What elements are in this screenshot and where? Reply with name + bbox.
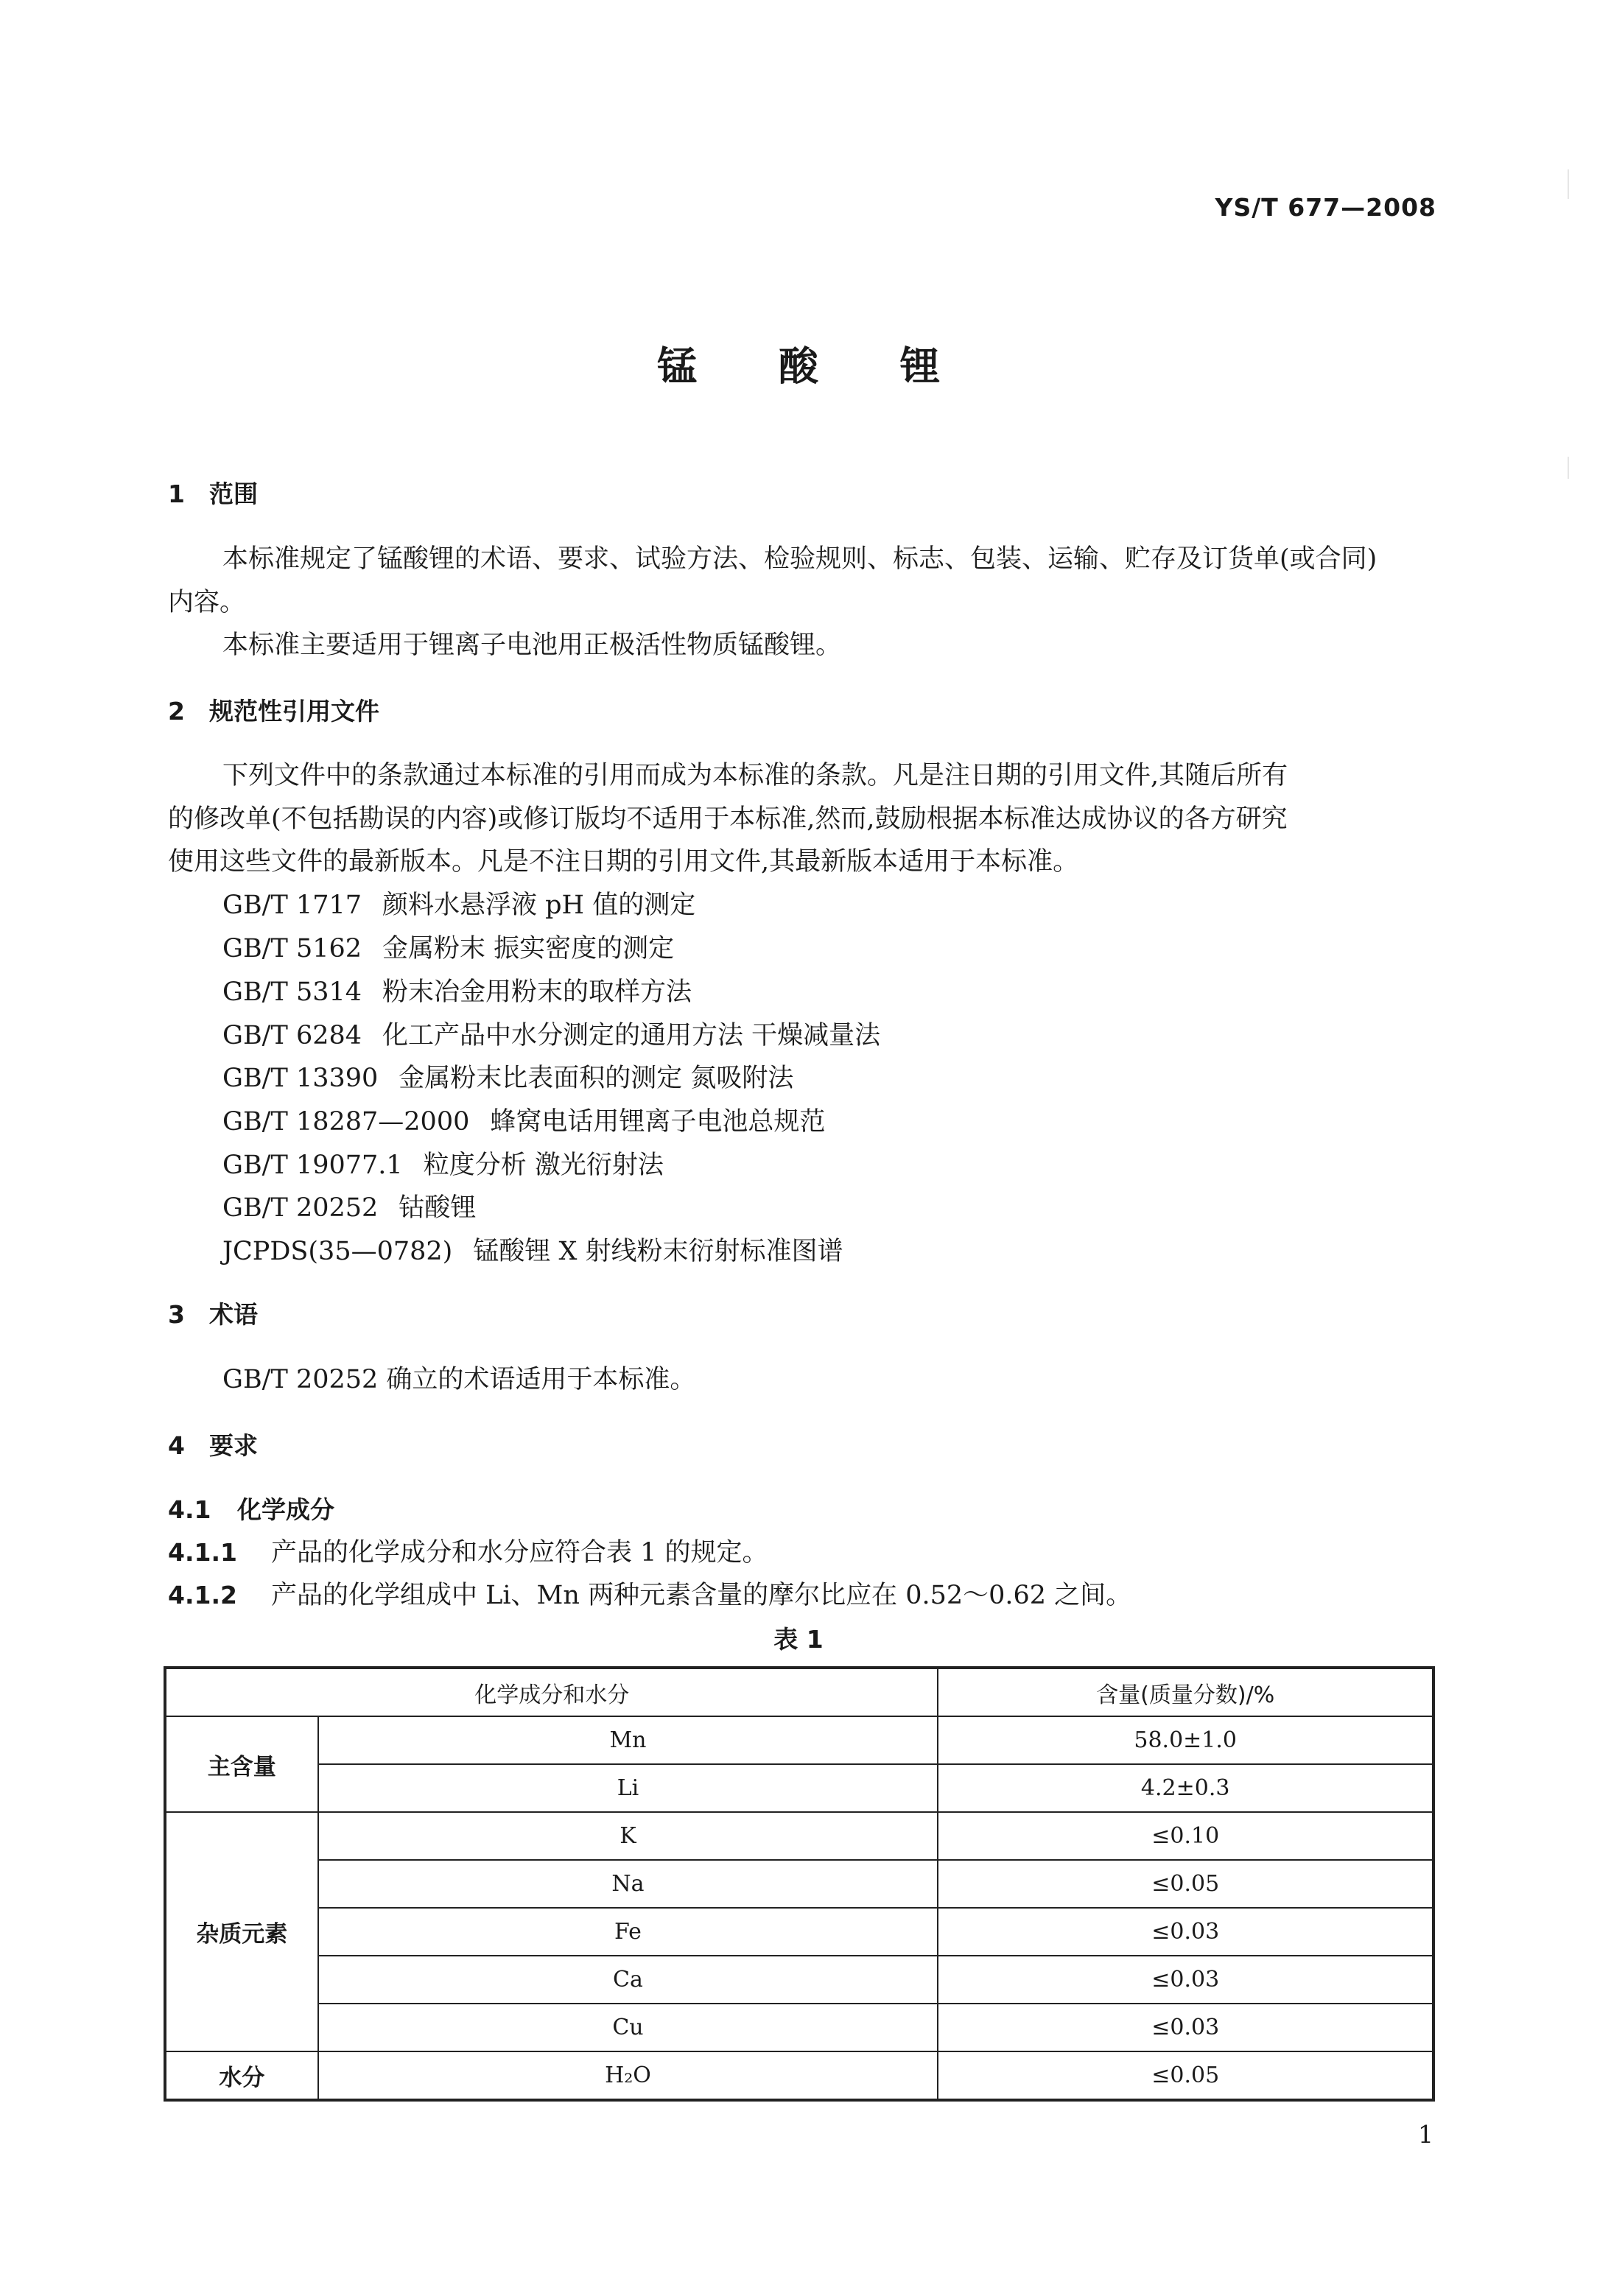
value-cell: 58.0±1.0 (938, 1716, 1433, 1764)
table-row (165, 1860, 1433, 1908)
group-water: 水分 (165, 2051, 318, 2100)
value-cell: ≤0.03 (938, 1956, 1433, 2004)
standard-code: YS/T 677—2008 (1215, 193, 1436, 222)
clause-number: 4.1 (168, 1495, 211, 1524)
section-title: 术语 (209, 1300, 258, 1329)
reference-code: GB/T 18287—2000 (222, 1107, 470, 1137)
section-4-heading (168, 1429, 258, 1463)
section-number: 4 (168, 1431, 185, 1460)
page-number: 1 (1418, 2120, 1433, 2149)
table-row (165, 2004, 1433, 2051)
paragraph-line: 下列文件中的条款通过本标准的引用而成为本标准的条款。凡是注日期的引用文件,其随后所有 (222, 761, 1288, 790)
reference-entry (222, 1061, 793, 1095)
section-3-heading (168, 1298, 258, 1332)
reference-code: GB/T 1717 (222, 891, 362, 920)
table-row (165, 2051, 1433, 2100)
section-1-heading (168, 477, 258, 511)
scan-artifact (1568, 169, 1569, 199)
section-2-heading (168, 695, 379, 729)
reference-code: GB/T 20252 (222, 1193, 379, 1223)
table-row (165, 1716, 1433, 1764)
element-cell: Mn (318, 1716, 938, 1764)
reference-code: JCPDS(35—0782) (222, 1237, 453, 1266)
paragraph-line: 本标准规定了锰酸锂的术语、要求、试验方法、检验规则、标志、包装、运输、贮存及订货单(或合同) (222, 544, 1377, 574)
reference-title: 蜂窝电话用锂离子电池总规范 (490, 1107, 826, 1137)
clause-4-1-1 (168, 1536, 768, 1570)
section-number: 3 (168, 1300, 185, 1329)
document-title: 锰 酸 锂 (657, 343, 974, 390)
section-number: 2 (168, 697, 185, 726)
reference-code: GB/T 13390 (222, 1064, 379, 1093)
value-cell: ≤0.10 (938, 1812, 1433, 1860)
table-row (165, 1812, 1433, 1860)
table-row (165, 1908, 1433, 1956)
clause-title: 化学成分 (237, 1495, 334, 1524)
paragraph: 本标准主要适用于锂离子电池用正极活性物质锰酸锂。 (222, 631, 842, 660)
value-cell: ≤0.05 (938, 2051, 1433, 2100)
paragraph-line: 内容。 (168, 588, 246, 617)
group-impurity: 杂质元素 (165, 1812, 318, 2051)
element-cell: Fe (318, 1908, 938, 1956)
element-cell: Na (318, 1860, 938, 1908)
reference-entry (222, 1105, 825, 1139)
value-cell: ≤0.05 (938, 1860, 1433, 1908)
clause-text: 产品的化学组成中 Li、Mn 两种元素含量的摩尔比应在 0.52～0.62 之间。 (271, 1581, 1132, 1610)
group-main-content: 主含量 (165, 1716, 318, 1812)
value-cell: 4.2±0.3 (938, 1764, 1433, 1812)
header-content: 含量(质量分数)/% (938, 1668, 1433, 1716)
reference-entry (222, 1235, 843, 1268)
section-title: 范围 (209, 480, 258, 508)
table-caption: 表 1 (773, 1625, 824, 1654)
reference-title: 颜料水悬浮液 pH 值的测定 (382, 891, 696, 920)
reference-code: GB/T 5162 (222, 934, 362, 963)
reference-code: GB/T 19077.1 (222, 1151, 403, 1180)
reference-entry (222, 932, 674, 966)
reference-entry (222, 1019, 880, 1053)
chemical-composition-table (164, 1666, 1435, 2102)
table-row (165, 1956, 1433, 2004)
reference-entry (222, 1148, 664, 1182)
reference-title: 金属粉末 振实密度的测定 (382, 934, 675, 963)
reference-title: 粉末冶金用粉末的取样方法 (382, 977, 692, 1007)
reference-title: 粒度分析 激光衍射法 (423, 1151, 664, 1180)
element-cell: K (318, 1812, 938, 1860)
scan-artifact (1568, 457, 1569, 479)
paragraph-line: 使用这些文件的最新版本。凡是不注日期的引用文件,其最新版本适用于本标准。 (168, 847, 1079, 877)
clause-4-1-heading (168, 1493, 334, 1527)
table-row (165, 1764, 1433, 1812)
element-cell: Ca (318, 1956, 938, 2004)
reference-entry (222, 888, 695, 922)
reference-title: 钴酸锂 (399, 1193, 477, 1223)
reference-title: 锰酸锂 X 射线粉末衍射标准图谱 (473, 1237, 843, 1266)
value-cell: ≤0.03 (938, 1908, 1433, 1956)
section-number: 1 (168, 480, 185, 508)
reference-entry (222, 1191, 476, 1225)
value-cell: ≤0.03 (938, 2004, 1433, 2051)
reference-code: GB/T 5314 (222, 977, 362, 1007)
reference-title: 化工产品中水分测定的通用方法 干燥减量法 (382, 1021, 881, 1050)
reference-entry (222, 975, 692, 1009)
table-header-row (165, 1668, 1433, 1716)
clause-number: 4.1.2 (168, 1581, 237, 1609)
clause-text: 产品的化学成分和水分应符合表 1 的规定。 (271, 1538, 768, 1567)
section-title: 规范性引用文件 (209, 697, 379, 726)
paragraph-line: 的修改单(不包括勘误的内容)或修订版均不适用于本标准,然而,鼓励根据本标准达成协议的各方研究 (168, 804, 1288, 834)
reference-title: 金属粉末比表面积的测定 氮吸附法 (399, 1064, 794, 1093)
header-composition: 化学成分和水分 (165, 1668, 938, 1716)
paragraph: GB/T 20252 确立的术语适用于本标准。 (222, 1365, 696, 1394)
reference-code: GB/T 6284 (222, 1021, 362, 1050)
clause-4-1-2 (168, 1579, 1131, 1612)
clause-number: 4.1.1 (168, 1538, 237, 1567)
element-cell: Cu (318, 2004, 938, 2051)
element-cell: Li (318, 1764, 938, 1812)
element-cell: H₂O (318, 2051, 938, 2100)
section-title: 要求 (209, 1431, 258, 1460)
